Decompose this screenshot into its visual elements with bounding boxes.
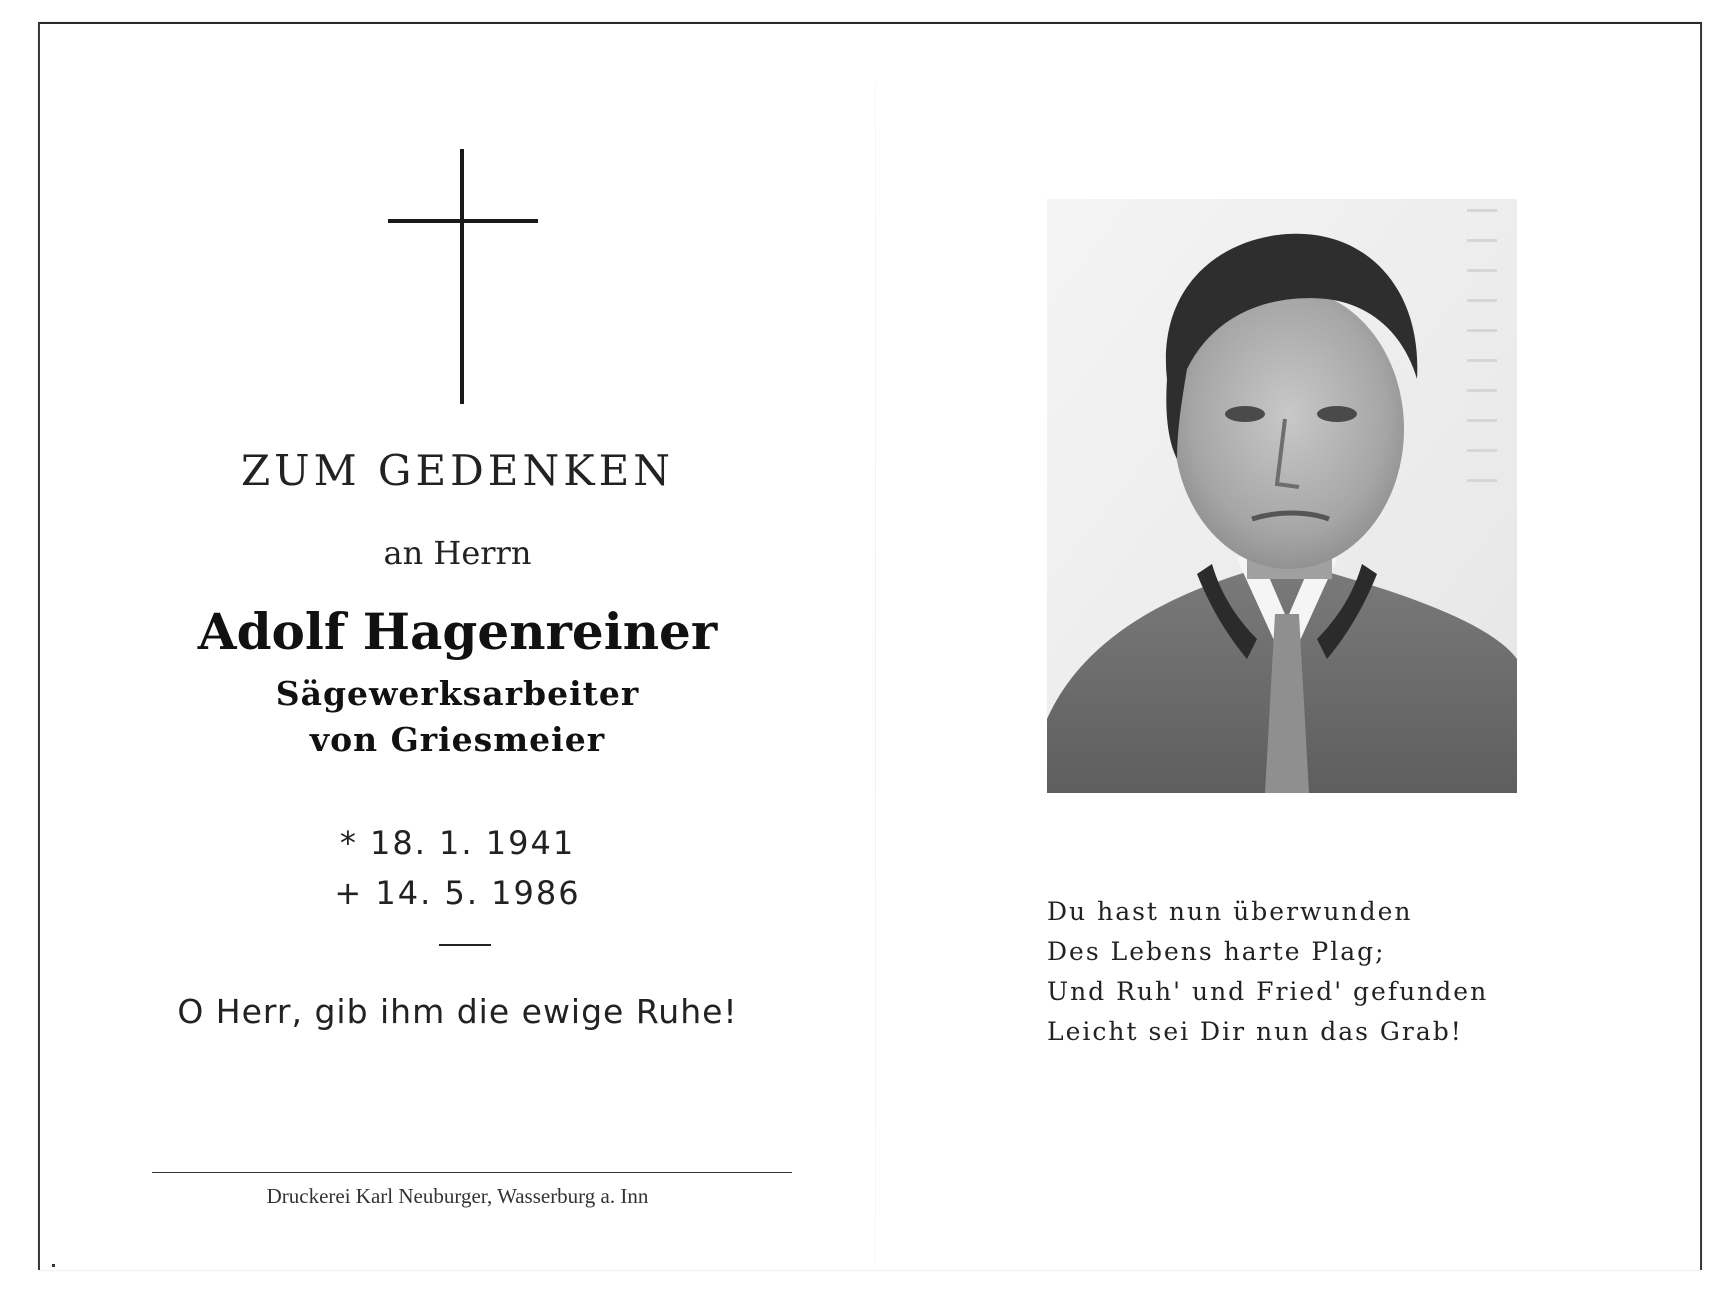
printer-credit: Druckerei Karl Neuburger, Wasserburg a. Inn — [266, 1184, 649, 1208]
poem-line: Und Ruh' und Fried' gefunden — [1047, 977, 1489, 1006]
birth-date: * 18. 1. 1941 — [339, 824, 576, 862]
poem-line: Des Lebens harte Plag; — [1047, 937, 1386, 966]
left-panel — [40, 24, 875, 1270]
prayer: O Herr, gib ihm die ewige Ruhe! — [177, 992, 738, 1031]
corner-mark — [52, 1264, 55, 1267]
salutation: an Herrn — [383, 534, 532, 572]
card-fold — [875, 84, 876, 1264]
death-date: + 14. 5. 1986 — [334, 874, 581, 912]
printer-rule — [152, 1172, 792, 1173]
occupation: Sägewerksarbeiter — [275, 674, 640, 713]
poem-line: Du hast nun überwunden — [1047, 897, 1413, 926]
memorial-heading: ZUM GEDENKEN — [240, 446, 674, 495]
divider-dash — [439, 944, 491, 946]
origin: von Griesmeier — [309, 720, 606, 759]
portrait-photo-icon — [1047, 199, 1517, 793]
poem-line: Leicht sei Dir nun das Grab! — [1047, 1017, 1463, 1046]
cross-icon — [40, 24, 875, 444]
poem — [1047, 892, 1488, 1052]
deceased-name: Adolf Hagenreiner — [197, 602, 718, 661]
memorial-card — [38, 22, 1702, 1270]
